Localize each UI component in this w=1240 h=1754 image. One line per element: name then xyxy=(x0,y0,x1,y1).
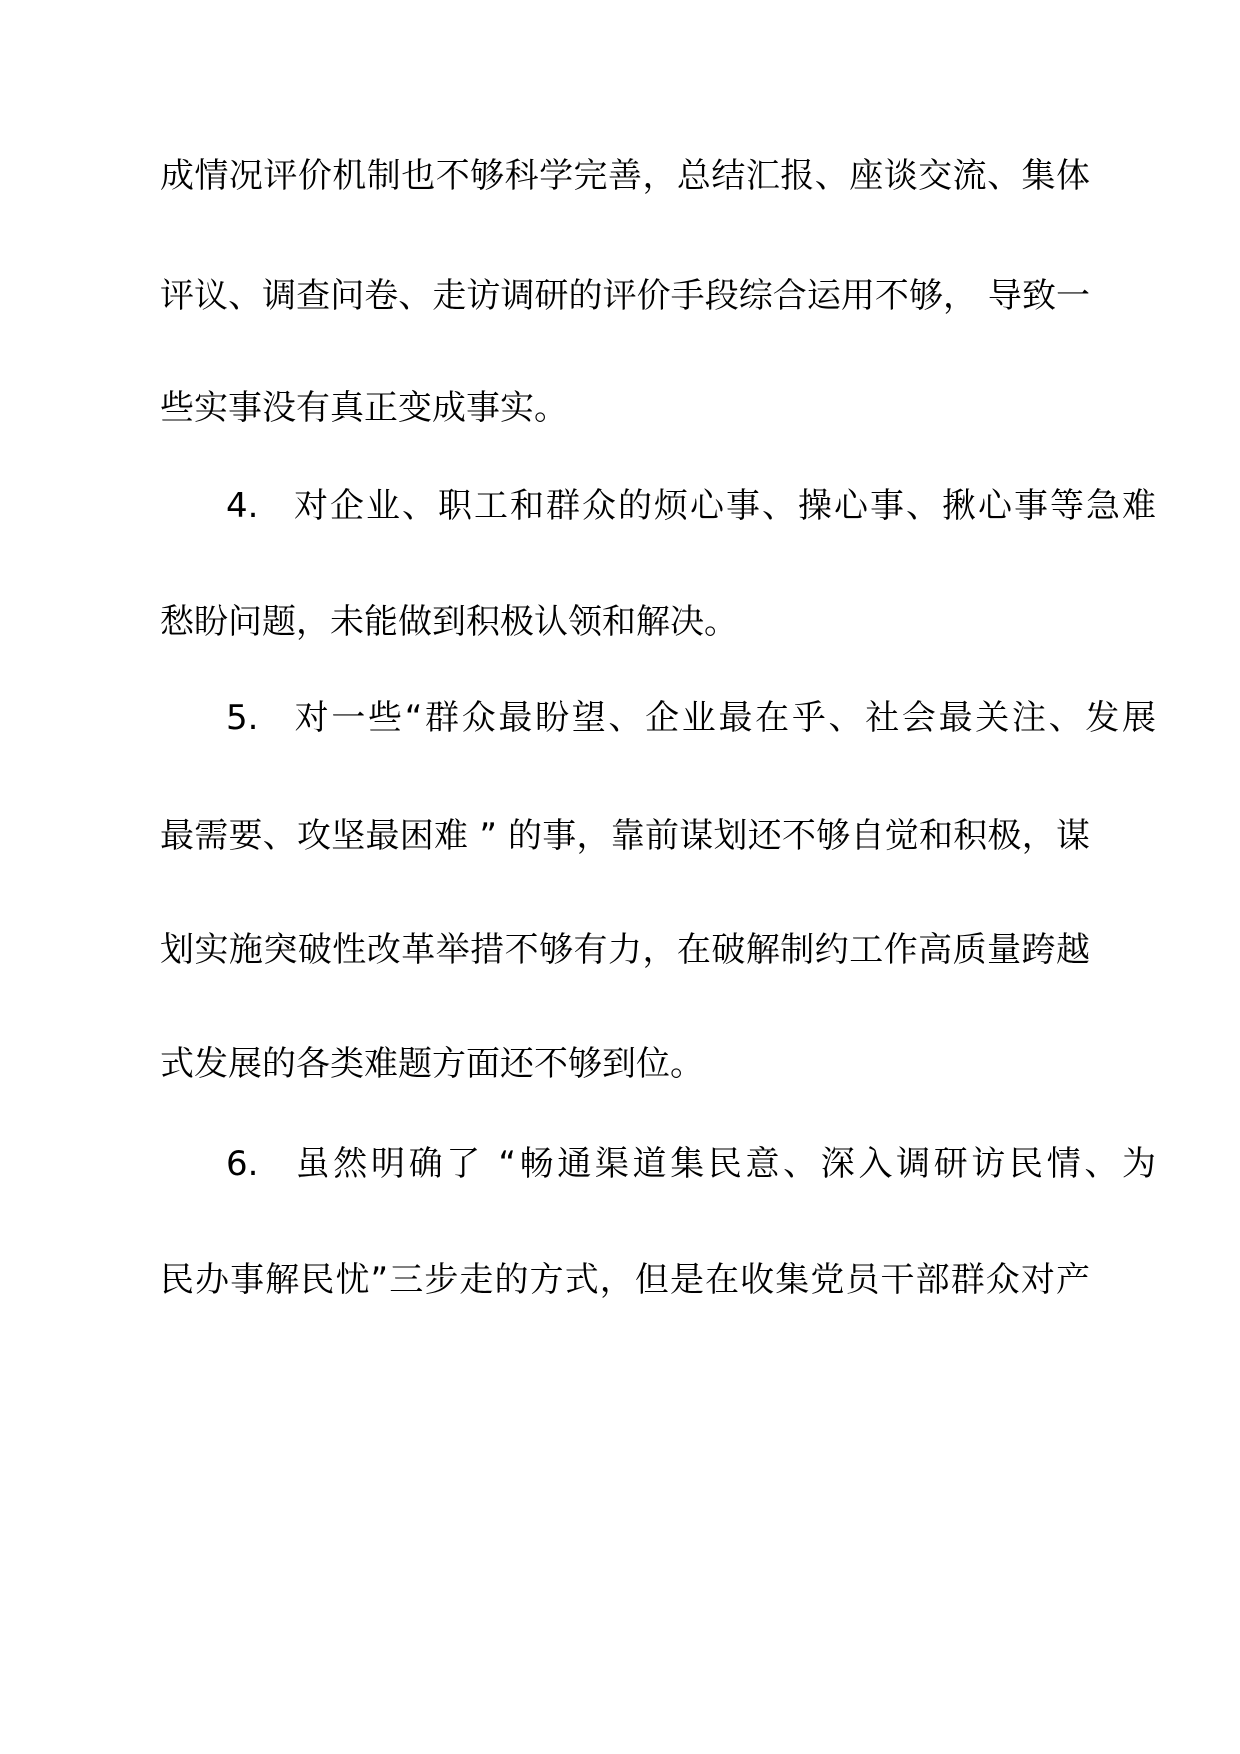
list-item-6-first-line xyxy=(160,1134,1156,1194)
list-item-text: 虽然明确了 “畅通渠道集民意、深入调研访民情、为 xyxy=(292,1144,1156,1184)
list-item-4-first-line xyxy=(160,476,1156,536)
paragraph-line: 些实事没有真正变成事实。 xyxy=(160,388,568,428)
list-item-number: 5. xyxy=(226,698,259,738)
list-item-number: 6. xyxy=(226,1144,259,1184)
paragraph-line: 式发展的各类难题方面还不够到位。 xyxy=(160,1044,704,1084)
list-item-number: 4. xyxy=(226,486,259,526)
paragraph-line: 划实施突破性改革举措不够有力，在破解制约工作高质量跨越 xyxy=(160,930,1090,970)
paragraph-line: 评议、调查问卷、走访调研的评价手段综合运用不够， 导致一 xyxy=(160,276,1090,316)
paragraph-line: 成情况评价机制也不够科学完善，总结汇报、座谈交流、集体 xyxy=(160,156,1090,196)
paragraph-line: 愁盼问题，未能做到积极认领和解决。 xyxy=(160,602,738,642)
paragraph-line: 最需要、攻坚最困难 ” 的事，靠前谋划还不够自觉和积极，谋 xyxy=(160,816,1090,856)
paragraph-line: 民办事解民忧”三步走的方式，但是在收集党员干部群众对产 xyxy=(160,1260,1090,1300)
list-item-5-first-line xyxy=(160,688,1156,748)
list-item-text: 对企业、职工和群众的烦心事、操心事、揪心事等急难 xyxy=(292,486,1156,526)
list-item-text: 对一些“群众最盼望、企业最在乎、社会最关注、发展 xyxy=(292,698,1156,738)
